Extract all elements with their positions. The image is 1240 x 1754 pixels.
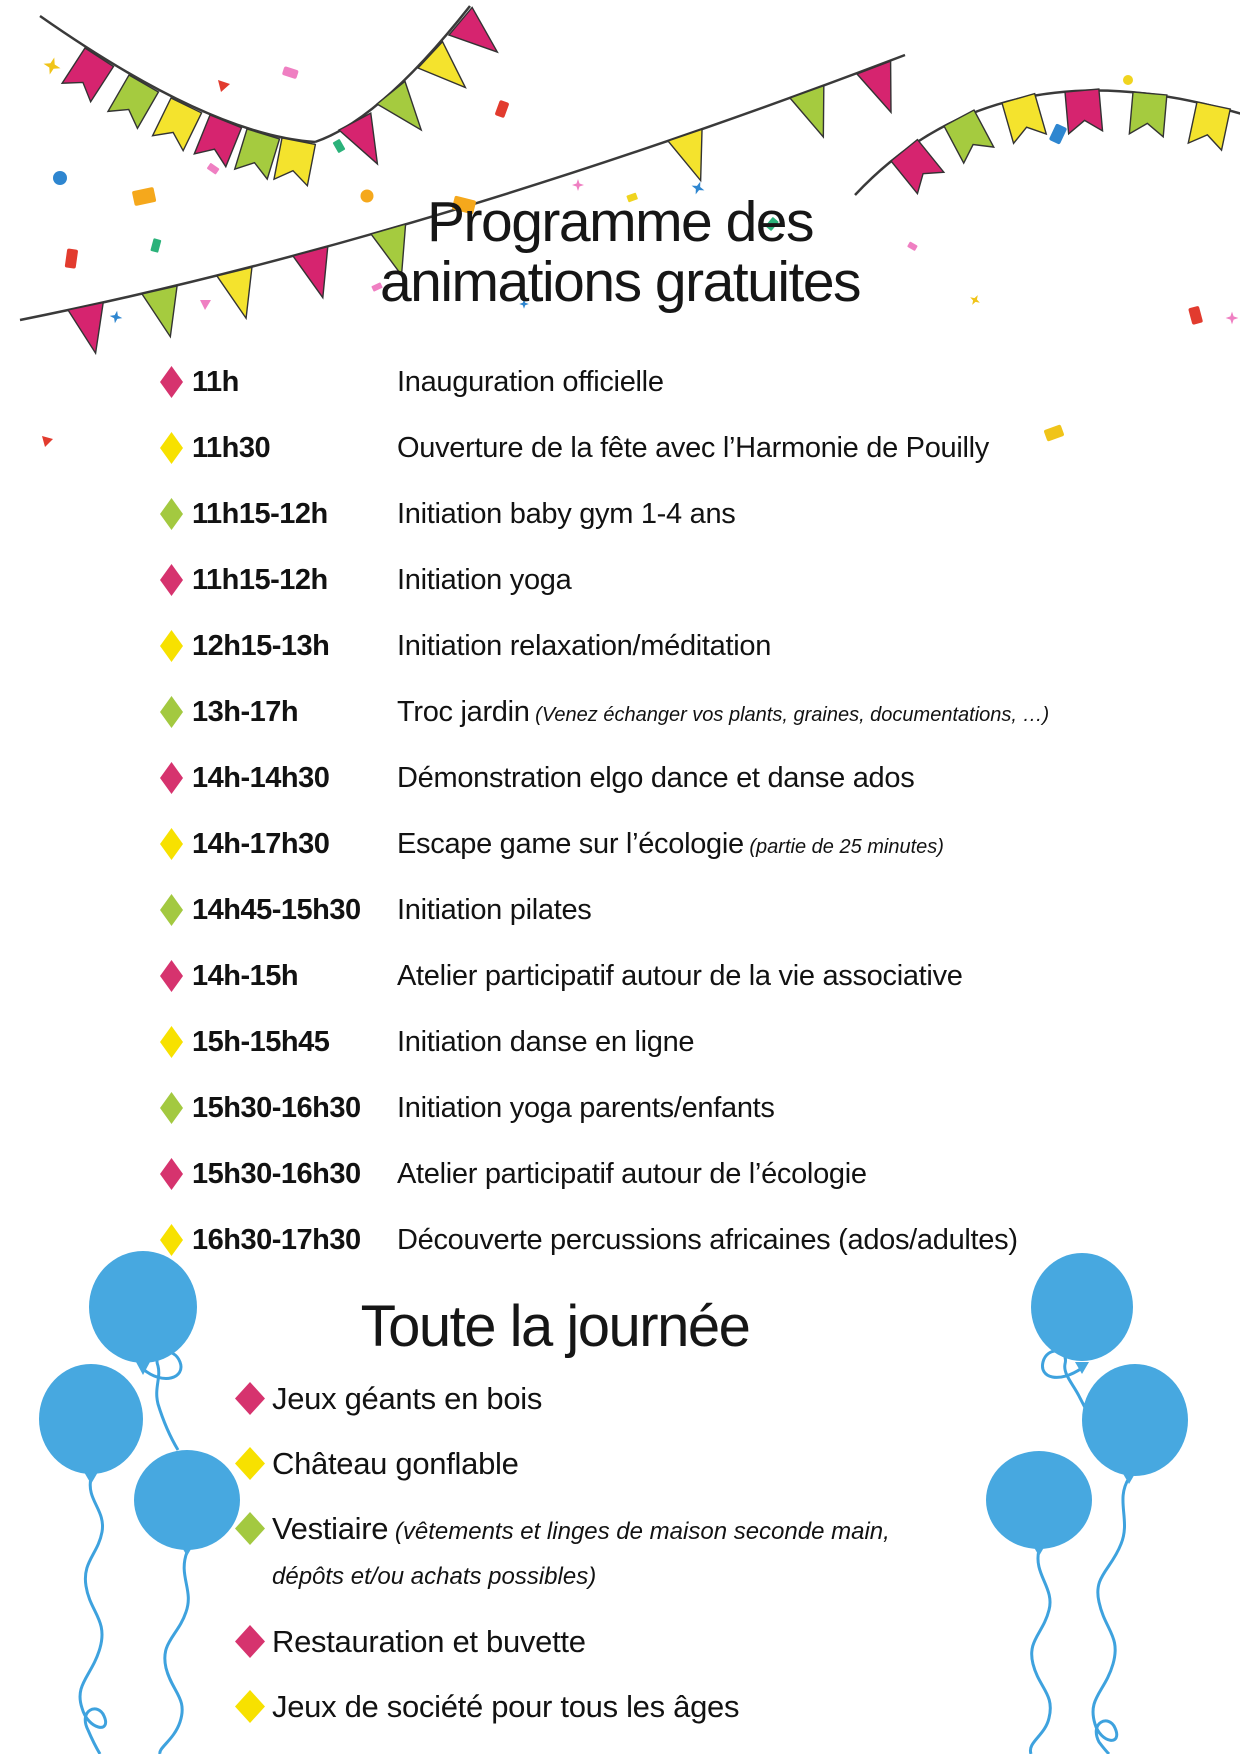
schedule-item bbox=[160, 1222, 1240, 1258]
schedule-description-text: Initiation yoga bbox=[397, 563, 572, 596]
schedule-description-text: Démonstration elgo dance et danse ados bbox=[397, 761, 915, 794]
all-day-description-text: Château gonflable bbox=[272, 1446, 519, 1481]
schedule-description bbox=[397, 960, 963, 993]
schedule-description bbox=[397, 630, 771, 663]
schedule-rows bbox=[160, 364, 1240, 1258]
diamond-bullet-icon bbox=[160, 366, 183, 398]
all-day-description-text: Vestiaire bbox=[272, 1511, 389, 1546]
diamond-bullet-icon bbox=[160, 1158, 183, 1190]
diamond-bullet-icon bbox=[160, 630, 183, 662]
schedule-item bbox=[160, 496, 1240, 532]
schedule-time: 15h30-16h30 bbox=[192, 1091, 361, 1124]
schedule-time: 14h-17h30 bbox=[192, 827, 330, 860]
diamond-bullet-icon bbox=[160, 564, 183, 596]
diamond-bullet-icon bbox=[160, 696, 183, 728]
schedule-item bbox=[160, 1024, 1240, 1060]
schedule-description-text: Initiation baby gym 1-4 ans bbox=[397, 497, 736, 530]
schedule-time: 11h bbox=[192, 365, 239, 398]
all-day-item bbox=[235, 1443, 927, 1485]
page-title bbox=[0, 0, 1240, 312]
all-day-list bbox=[235, 1378, 927, 1728]
diamond-bullet-icon bbox=[235, 1382, 265, 1415]
diamond-bullet-icon bbox=[160, 1026, 183, 1058]
schedule-item bbox=[160, 760, 1240, 796]
schedule-description-text: Escape game sur l’écologie bbox=[397, 827, 744, 860]
schedule-description-text: Troc jardin bbox=[397, 695, 530, 728]
all-day-item bbox=[235, 1621, 927, 1663]
schedule-item bbox=[160, 694, 1240, 730]
schedule-item bbox=[160, 430, 1240, 466]
all-day-description-text: Jeux géants en bois bbox=[272, 1381, 543, 1416]
all-day-description bbox=[272, 1443, 519, 1485]
all-day-description-note: (vêtements et linges de maison seconde main, dépôts et/ou achats possibles) bbox=[272, 1518, 890, 1590]
schedule-description-text: Atelier participatif autour de la vie associative bbox=[397, 959, 963, 992]
schedule-time: 11h15-12h bbox=[192, 497, 328, 530]
schedule-time: 13h-17h bbox=[192, 695, 299, 728]
schedule-description-text: Initiation relaxation/méditation bbox=[397, 629, 772, 662]
schedule-description bbox=[397, 696, 1049, 729]
schedule-item bbox=[160, 562, 1240, 598]
all-day-item bbox=[235, 1378, 927, 1420]
schedule-time: 11h30 bbox=[192, 431, 271, 464]
schedule-description-text: Initiation pilates bbox=[397, 893, 592, 926]
schedule-time: 14h45-15h30 bbox=[192, 893, 361, 926]
schedule-item bbox=[160, 892, 1240, 928]
diamond-bullet-icon bbox=[235, 1512, 265, 1545]
schedule-time: 15h-15h45 bbox=[192, 1025, 330, 1058]
diamond-bullet-icon bbox=[235, 1447, 265, 1480]
schedule-description bbox=[397, 894, 592, 927]
diamond-bullet-icon bbox=[235, 1690, 265, 1723]
schedule-description bbox=[397, 432, 989, 465]
schedule-description bbox=[397, 762, 914, 795]
schedule-time: 12h15-13h bbox=[192, 629, 330, 662]
schedule-description-text: Découverte percussions africaines (ados/adultes) bbox=[397, 1223, 1018, 1256]
schedule-description-note: (Venez échanger vos plants, graines, documentations, …) bbox=[529, 703, 1050, 726]
diamond-bullet-icon bbox=[160, 432, 183, 464]
schedule-description bbox=[397, 564, 571, 597]
all-day-description bbox=[272, 1686, 739, 1728]
diamond-bullet-icon bbox=[235, 1625, 265, 1658]
all-day-title: Toute la journée bbox=[360, 1294, 750, 1359]
schedule-time: 14h-15h bbox=[192, 959, 299, 992]
all-day-description bbox=[272, 1378, 542, 1420]
schedule-description bbox=[397, 828, 944, 861]
schedule-item bbox=[160, 1156, 1240, 1192]
schedule-description bbox=[397, 1026, 694, 1059]
schedule-item bbox=[160, 826, 1240, 862]
schedule-description bbox=[397, 498, 735, 531]
schedule-description-text: Initiation danse en ligne bbox=[397, 1025, 695, 1058]
page-title-line2: animations gratuites bbox=[379, 250, 861, 314]
schedule-description bbox=[397, 1158, 867, 1191]
diamond-bullet-icon bbox=[160, 762, 183, 794]
schedule-description bbox=[397, 1224, 1018, 1257]
all-day-description bbox=[272, 1621, 586, 1663]
diamond-bullet-icon bbox=[160, 1092, 183, 1124]
schedule-list bbox=[160, 364, 1240, 1258]
schedule-description-text: Ouverture de la fête avec l’Harmonie de Pouilly bbox=[397, 431, 989, 464]
schedule-item bbox=[160, 1090, 1240, 1126]
page-title-line1: Programme des bbox=[427, 190, 813, 254]
schedule-description-text: Initiation yoga parents/enfants bbox=[397, 1091, 775, 1124]
diamond-bullet-icon bbox=[160, 498, 183, 530]
diamond-bullet-icon bbox=[160, 960, 183, 992]
all-day-description bbox=[272, 1508, 927, 1598]
all-day-description-text: Jeux de société pour tous les âges bbox=[272, 1689, 740, 1724]
schedule-item bbox=[160, 628, 1240, 664]
diamond-bullet-icon bbox=[160, 894, 183, 926]
all-day-item bbox=[235, 1508, 927, 1598]
schedule-description bbox=[397, 1092, 775, 1125]
schedule-description-text: Atelier participatif autour de l’écologie bbox=[397, 1157, 867, 1190]
diamond-bullet-icon bbox=[160, 828, 183, 860]
all-day-item bbox=[235, 1686, 927, 1728]
schedule-time: 14h-14h30 bbox=[192, 761, 330, 794]
all-day-description-text: Restauration et buvette bbox=[272, 1624, 586, 1659]
schedule-item bbox=[160, 364, 1240, 400]
schedule-time: 15h30-16h30 bbox=[192, 1157, 361, 1190]
schedule-description bbox=[397, 366, 664, 399]
schedule-time: 16h30-17h30 bbox=[192, 1223, 361, 1256]
diamond-bullet-icon bbox=[160, 1224, 183, 1256]
schedule-description-note: (partie de 25 minutes) bbox=[743, 835, 944, 858]
all-day-rows bbox=[235, 1378, 927, 1728]
schedule-description-text: Inauguration officielle bbox=[397, 365, 664, 398]
schedule-item bbox=[160, 958, 1240, 994]
schedule-time: 11h15-12h bbox=[192, 563, 328, 596]
